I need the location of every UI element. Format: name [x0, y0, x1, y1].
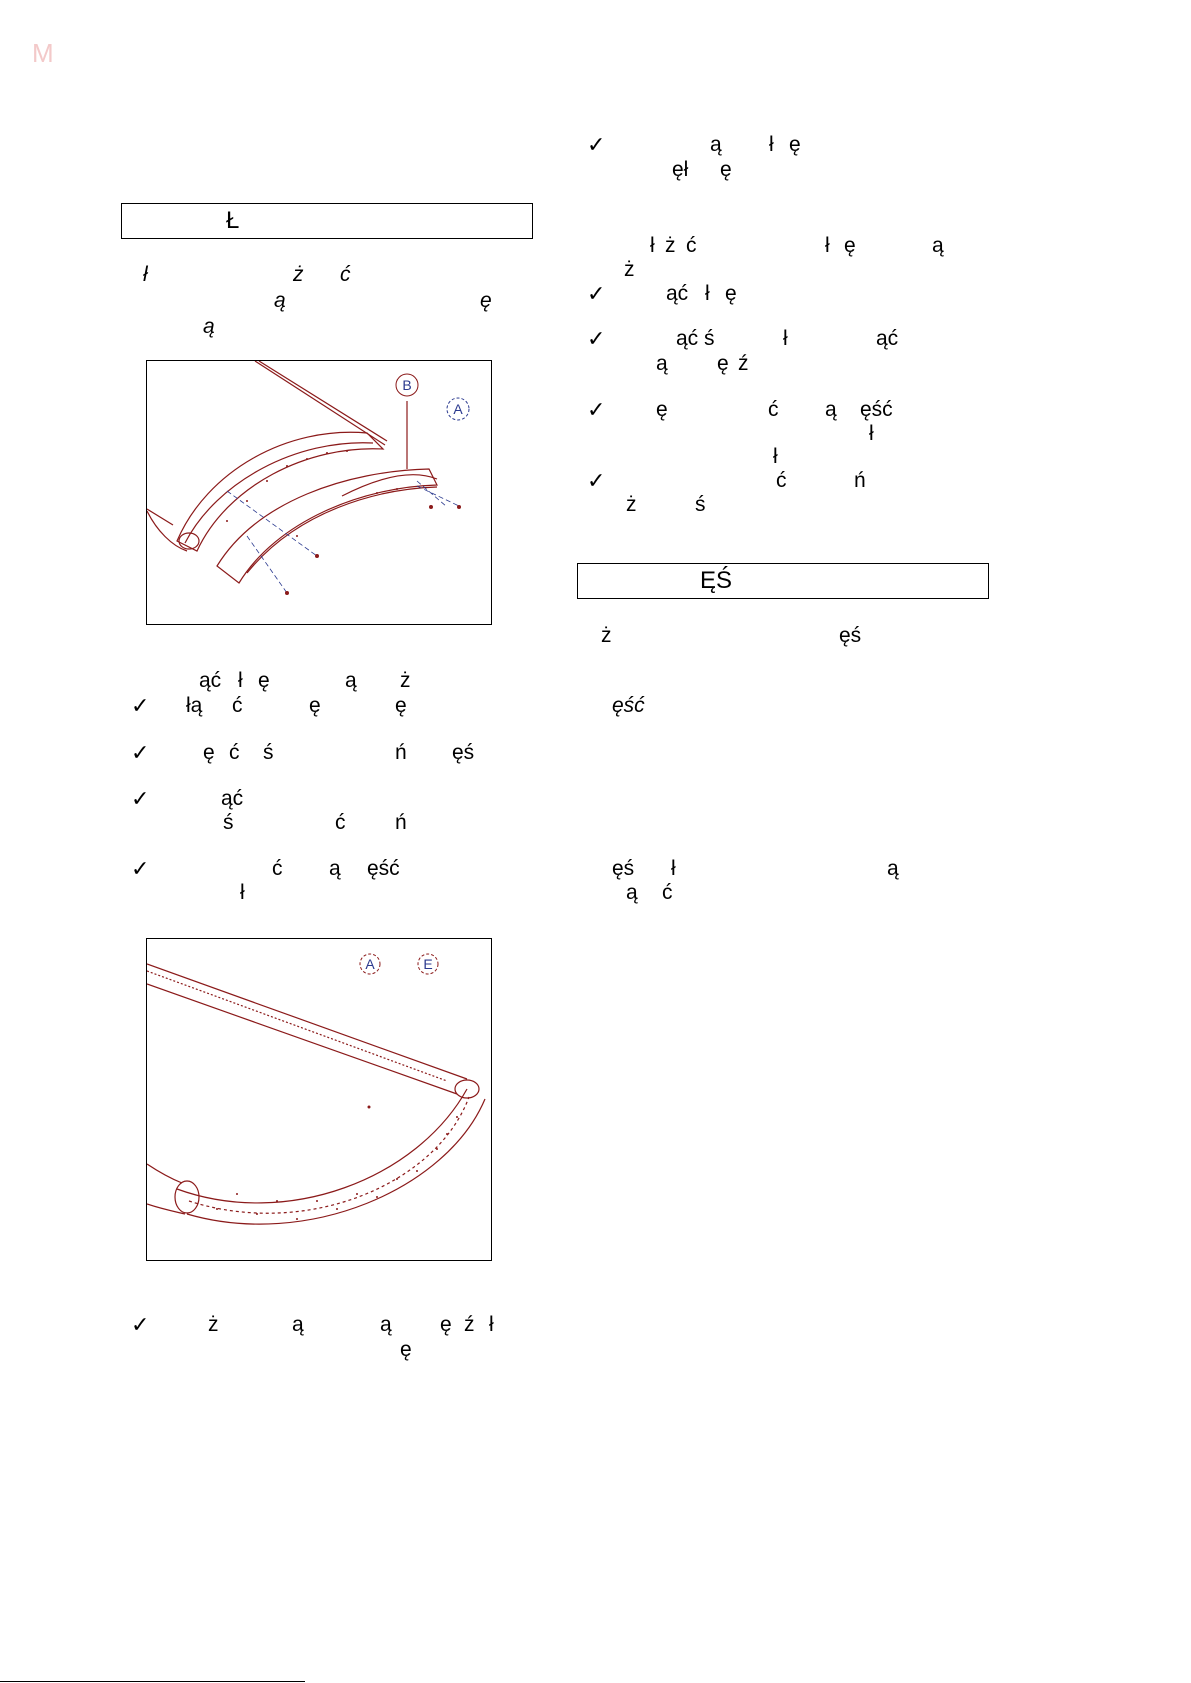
text-fragment: ę — [720, 158, 732, 181]
text-fragment: ę — [480, 289, 492, 312]
checkmark-icon: ✓ — [587, 132, 606, 157]
text-fragment: ą — [626, 881, 638, 904]
callout-b: B — [402, 377, 412, 393]
text-fragment: ń — [395, 741, 407, 764]
text-fragment: ą — [887, 857, 899, 880]
text-fragment: ł — [769, 133, 774, 156]
checkmark-icon: ✓ — [587, 326, 606, 351]
text-fragment: ę — [400, 1338, 412, 1361]
text-fragment: ł — [238, 669, 243, 692]
text-fragment: ś — [263, 741, 274, 764]
text-fragment: ż — [626, 493, 637, 516]
text-fragment: ęł — [672, 158, 689, 181]
text-fragment: ś — [223, 811, 234, 834]
checkmark-icon: ✓ — [131, 740, 150, 765]
text-fragment: ć — [686, 234, 697, 257]
text-fragment: ę — [440, 1313, 452, 1336]
checkmark-icon: ✓ — [131, 786, 150, 811]
text-fragment: ą — [710, 133, 722, 156]
figure-1-drawing — [147, 361, 491, 624]
text-fragment: ł — [143, 263, 148, 286]
text-fragment: ć — [776, 469, 787, 492]
text-fragment: ł — [825, 234, 830, 257]
text-fragment: ą — [203, 315, 215, 338]
text-fragment: ę — [258, 669, 270, 692]
text-fragment: ęś — [452, 741, 475, 764]
text-fragment: ć — [340, 263, 351, 286]
figure-2 — [146, 938, 492, 1261]
checkmark-icon: ✓ — [587, 397, 606, 422]
callout-e: E — [423, 956, 433, 972]
text-fragment: ż — [665, 234, 676, 257]
section-header-1 — [121, 203, 533, 239]
text-fragment: ł — [705, 282, 710, 305]
text-fragment: ź — [738, 352, 749, 375]
text-fragment: ń — [854, 469, 866, 492]
text-fragment: ą — [656, 352, 668, 375]
logo: M — [32, 38, 53, 68]
section-header-2 — [577, 563, 989, 599]
text-fragment: ąć — [221, 787, 244, 810]
text-fragment: ęś — [612, 857, 635, 880]
text-fragment: ś — [695, 493, 706, 516]
text-fragment: ź — [464, 1313, 475, 1336]
text-fragment: ę — [203, 741, 215, 764]
checkmark-icon: ✓ — [587, 281, 606, 306]
text-fragment: ę — [309, 694, 321, 717]
checkmark-icon: ✓ — [131, 856, 150, 881]
text-fragment: ł — [773, 445, 778, 468]
text-fragment: ć — [662, 881, 673, 904]
section-title: ĘŚ — [700, 567, 733, 594]
text-fragment: ę — [844, 234, 856, 257]
callout-a: A — [365, 956, 375, 972]
text-fragment: ł — [489, 1313, 494, 1336]
text-fragment: ę — [656, 398, 668, 421]
callout-a: A — [453, 401, 463, 417]
text-fragment: ą — [380, 1313, 392, 1336]
text-fragment: ł — [869, 422, 874, 445]
text-fragment: ć — [232, 694, 243, 717]
checkmark-icon: ✓ — [131, 1312, 150, 1337]
text-fragment: ł — [671, 857, 676, 880]
text-fragment: ę — [395, 694, 407, 717]
text-fragment: ń — [395, 811, 407, 834]
text-fragment: ęść — [612, 694, 645, 717]
checkmark-icon: ✓ — [131, 693, 150, 718]
text-fragment: ż — [208, 1313, 219, 1336]
text-fragment: ą — [825, 398, 837, 421]
text-fragment: ż — [293, 263, 304, 286]
text-fragment: ąć — [666, 282, 689, 305]
text-fragment: ąć — [199, 669, 222, 692]
text-fragment: ś — [704, 327, 715, 350]
text-fragment: ąć — [876, 327, 899, 350]
text-fragment: ęść — [367, 857, 400, 880]
text-fragment: ę — [789, 133, 801, 156]
text-fragment: ąć — [676, 327, 699, 350]
text-fragment: ć — [335, 811, 346, 834]
text-fragment: ą — [345, 669, 357, 692]
text-fragment: ż — [624, 258, 635, 281]
text-fragment: ę — [717, 352, 729, 375]
text-fragment: ą — [329, 857, 341, 880]
figure-1 — [146, 360, 492, 625]
footer-rule — [0, 1681, 305, 1682]
text-fragment: ą — [932, 234, 944, 257]
text-fragment: ą — [274, 289, 286, 312]
text-fragment: ęś — [839, 624, 862, 647]
figure-2-drawing — [147, 939, 491, 1260]
checkmark-icon: ✓ — [587, 468, 606, 493]
text-fragment: ł — [240, 881, 245, 904]
text-fragment: ł — [650, 234, 655, 257]
text-fragment: ć — [768, 398, 779, 421]
text-fragment: ęść — [860, 398, 893, 421]
text-fragment: ż — [601, 624, 612, 647]
text-fragment: ł — [783, 327, 788, 350]
text-fragment: ą — [292, 1313, 304, 1336]
text-fragment: ę — [725, 282, 737, 305]
text-fragment: łą — [186, 694, 203, 717]
section-title: Ł — [226, 207, 240, 234]
text-fragment: ć — [229, 741, 240, 764]
text-fragment: ż — [400, 669, 411, 692]
text-fragment: ć — [272, 857, 283, 880]
